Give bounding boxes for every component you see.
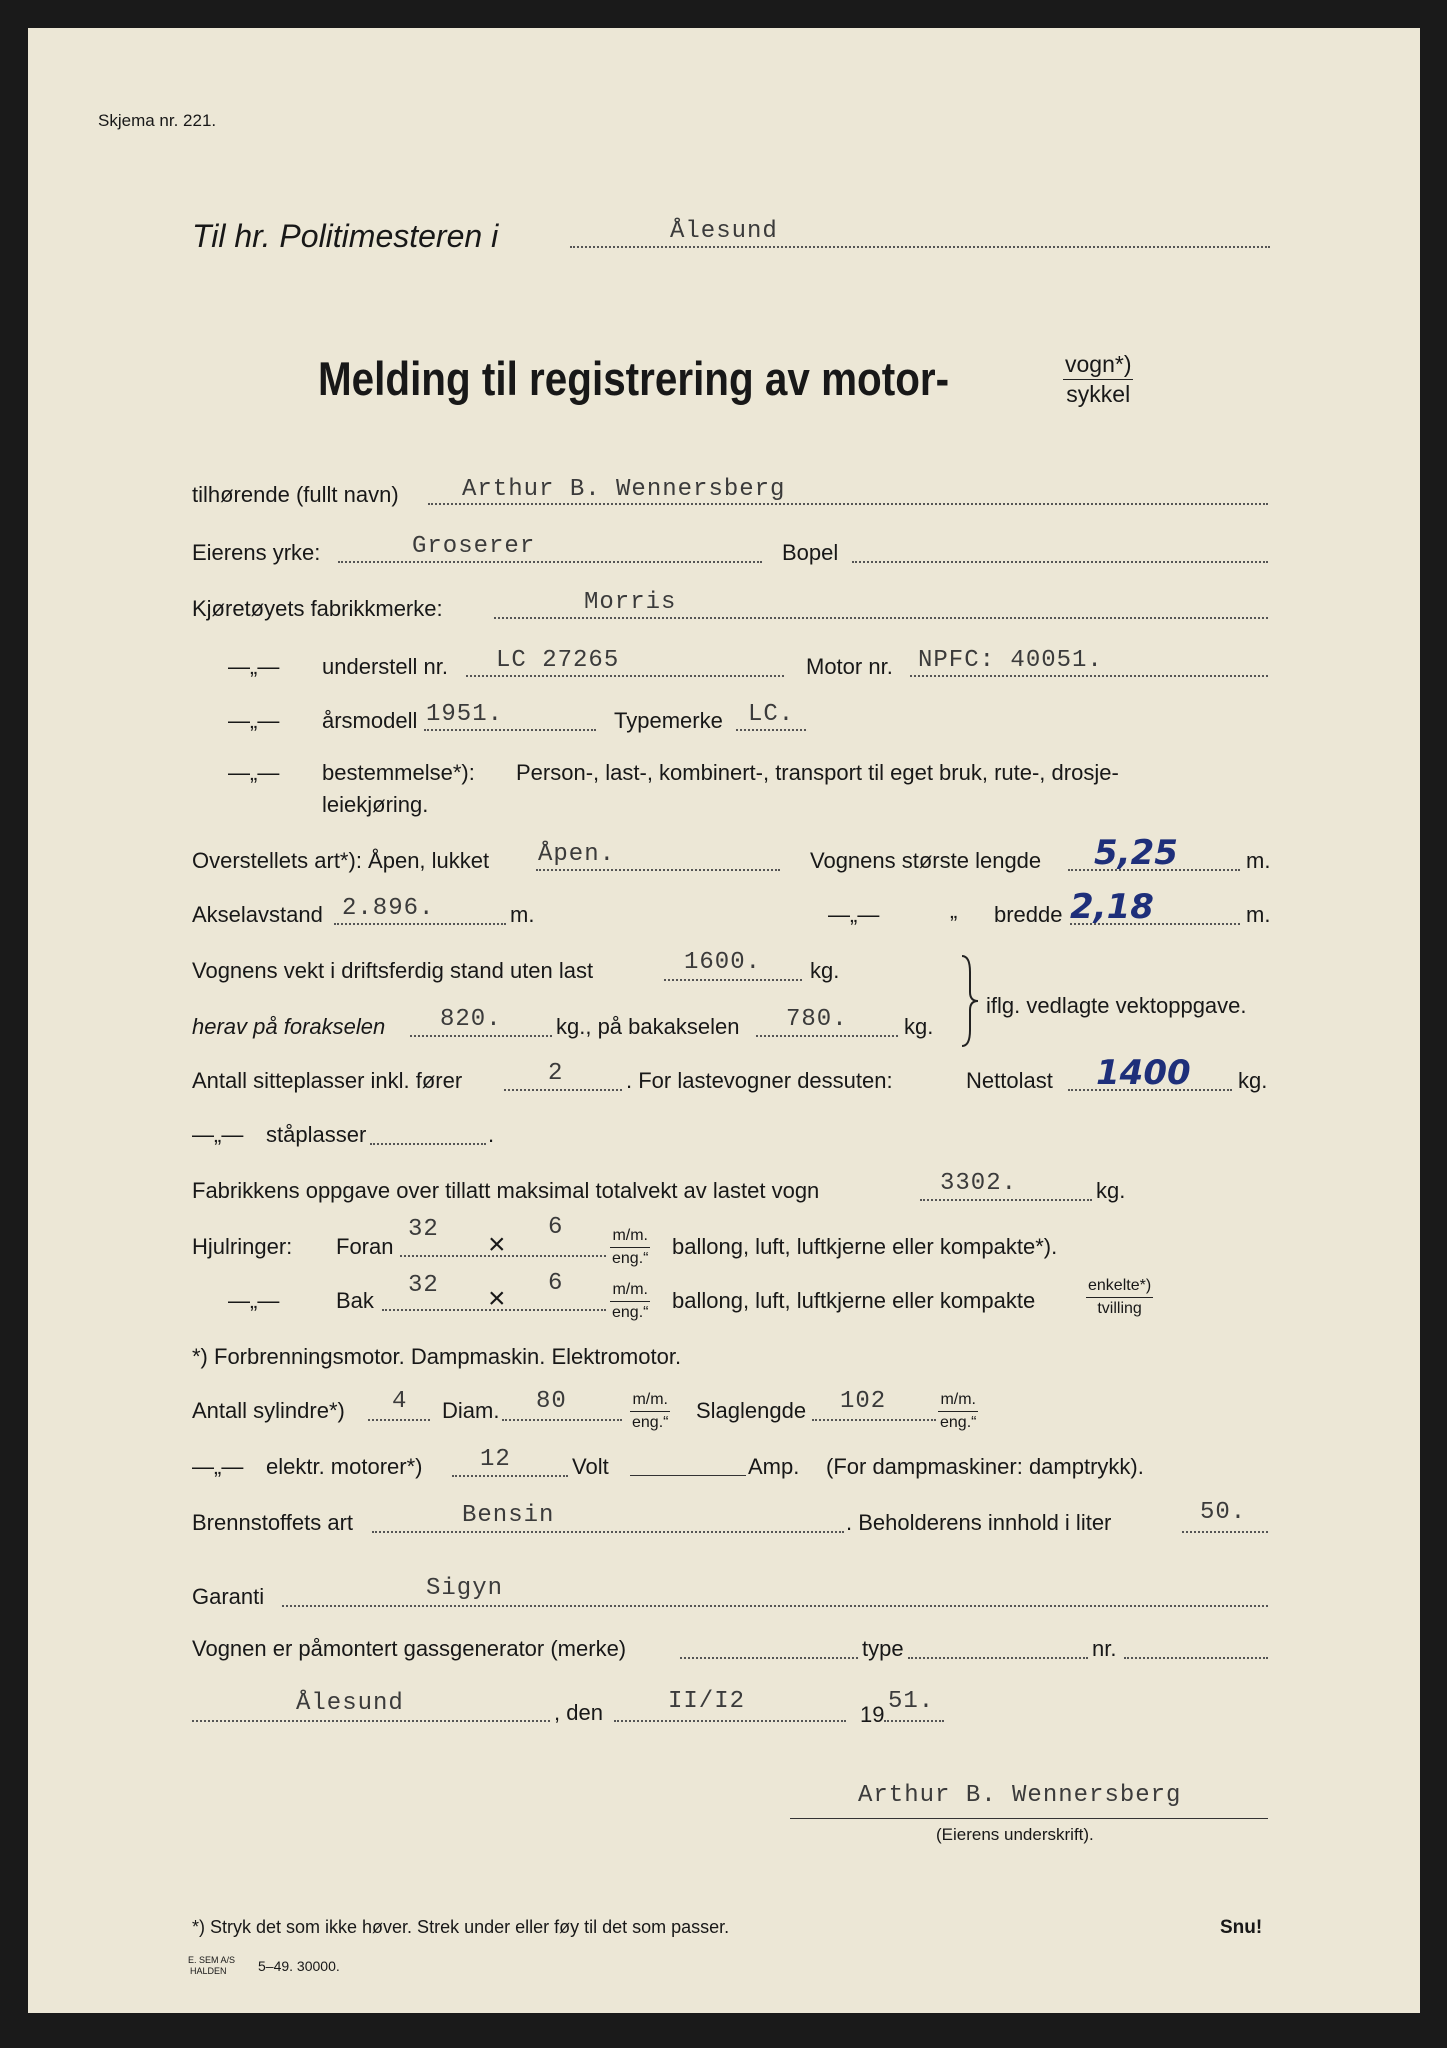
place-line — [192, 1720, 550, 1722]
year-label: årsmodell — [322, 708, 418, 733]
front-wheel-label: Foran — [336, 1234, 394, 1259]
type-line — [736, 729, 806, 731]
width-value: 2,18 — [1070, 887, 1154, 927]
stroke-value: 102 — [840, 1388, 887, 1415]
make-value: Morris — [584, 589, 677, 616]
ditto-mark: —„— — [192, 1454, 244, 1479]
unit-mm: m/m. — [938, 1392, 978, 1412]
year-line-bottom — [884, 1720, 944, 1722]
title-fraction — [1063, 353, 1133, 406]
standing-label: ståplasser — [266, 1122, 367, 1147]
motor-label: Motor nr. — [806, 654, 893, 679]
gas-generator-label: Vognen er påmontert gassgenerator (merke) — [192, 1636, 627, 1661]
type-value: LC. — [748, 701, 795, 728]
owner-signature: Arthur B. Wennersberg — [858, 1782, 1182, 1809]
engine-types: *) Forbrenningsmotor. Dampmaskin. Elektromotor. — [192, 1344, 682, 1369]
ditto-quote: „ — [950, 898, 958, 923]
place-value: Ålesund — [296, 1690, 404, 1717]
stroke-unit — [938, 1392, 978, 1431]
truck-label: . For lastevogner dessuten: — [626, 1068, 893, 1093]
rear-wheel-unit — [610, 1282, 650, 1321]
weight-label: Vognens vekt i driftsferdig stand uten last — [192, 958, 594, 983]
bracket-note: iflg. vedlagte vektoppgave. — [986, 993, 1247, 1018]
fuel-value: Bensin — [462, 1502, 555, 1529]
occupation-label: Eierens yrke: — [192, 540, 321, 565]
printer-city: HALDEN — [190, 1966, 227, 1976]
diam-label: Diam. — [442, 1398, 500, 1423]
gas-generator-line — [680, 1657, 858, 1659]
rear-times: × — [488, 1282, 506, 1315]
diam-line — [502, 1419, 622, 1421]
unit-mm: m/m. — [630, 1392, 670, 1412]
sign-year-value: 51. — [888, 1688, 935, 1715]
owner-name-line — [428, 503, 1268, 505]
steam-label: (For dampmaskiner: damptrykk). — [826, 1454, 1144, 1479]
diam-unit — [630, 1392, 670, 1431]
residence-line — [852, 561, 1268, 563]
cylinders-value: 4 — [392, 1388, 408, 1415]
tank-line — [1182, 1531, 1268, 1533]
length-unit: m. — [1246, 848, 1271, 873]
front-axle-label: herav på forakselen — [192, 1014, 386, 1039]
amp-label: Amp. — [748, 1454, 800, 1479]
max-weight-label: Fabrikkens oppgave over tillatt maksimal totalvekt av lastet vogn — [192, 1178, 820, 1203]
purpose-label: bestemmelse*): — [322, 760, 475, 785]
ditto-mark: —„— — [228, 708, 280, 733]
rear-wheel-a: 32 — [408, 1272, 439, 1299]
body-label: Overstellets art*): Åpen, lukket — [192, 848, 490, 873]
max-weight-line — [920, 1199, 1092, 1201]
unit-eng: eng.“ — [612, 1304, 649, 1321]
den-label: , den — [554, 1700, 603, 1725]
netto-value: 1400 — [1096, 1053, 1191, 1093]
date-value: II/I2 — [668, 1688, 746, 1715]
wheelbase-label: Akselavstand — [192, 902, 323, 927]
body-line — [536, 869, 780, 871]
front-wheel-a: 32 — [408, 1216, 439, 1243]
footnote: *) Stryk det som ikke høver. Strek under eller føy til det som passer. — [192, 1917, 730, 1937]
front-axle-value: 820. — [440, 1006, 502, 1033]
unit-eng: eng.“ — [632, 1414, 669, 1431]
front-times: × — [488, 1228, 506, 1261]
guarantee-value: Sigyn — [426, 1575, 504, 1602]
gas-type-label: type — [862, 1636, 904, 1661]
year-line — [424, 729, 596, 731]
ditto-mark: —„— — [192, 1122, 244, 1147]
title-sykkel: sykkel — [1066, 381, 1131, 407]
diam-value: 80 — [536, 1388, 567, 1415]
signature-line — [790, 1818, 1268, 1819]
standing-dot: . — [488, 1122, 495, 1147]
front-axle-line — [410, 1035, 552, 1037]
stroke-label: Slaglengde — [696, 1398, 807, 1423]
wheels-label: Hjulringer: — [192, 1234, 293, 1259]
motor-value: NPFC: 40051. — [918, 647, 1103, 674]
turn-over-note: Snu! — [1220, 1917, 1263, 1938]
print-run: 5–49. 30000. — [258, 1958, 340, 1974]
standing-line — [370, 1143, 486, 1145]
stroke-line — [812, 1419, 936, 1421]
ditto-mark: —„— — [228, 1288, 280, 1313]
make-label: Kjøretøyets fabrikkmerke: — [192, 596, 443, 621]
tank-label: . Beholderens innhold i liter — [846, 1510, 1112, 1535]
netto-unit: kg. — [1238, 1068, 1268, 1093]
length-label: Vognens største lengde — [810, 848, 1042, 873]
rear-axle-line — [756, 1035, 898, 1037]
rear-wheel-b: 6 — [548, 1270, 564, 1297]
weight-line — [664, 979, 802, 981]
seats-line — [504, 1089, 622, 1091]
owner-name-value: Arthur B. Wennersberg — [462, 476, 786, 503]
occupation-line — [338, 561, 762, 563]
year-value: 1951. — [426, 701, 504, 728]
ditto-mark: —„— — [828, 902, 880, 927]
purpose-options-cont: leiekjøring. — [322, 792, 429, 817]
wheelbase-unit: m. — [510, 902, 535, 927]
gas-nr-line — [1124, 1657, 1268, 1659]
front-wheel-b: 6 — [548, 1214, 564, 1241]
rear-axle-label: kg., på bakakselen — [556, 1014, 740, 1039]
form-title: Melding til registrering av motor- — [318, 352, 950, 405]
guarantee-label: Garanti — [192, 1584, 265, 1609]
to-police-value: Ålesund — [670, 218, 778, 245]
volt-value: 12 — [480, 1446, 511, 1473]
seats-value: 2 — [548, 1060, 564, 1087]
max-weight-unit: kg. — [1096, 1178, 1126, 1203]
rear-axle-value: 780. — [786, 1006, 848, 1033]
tank-value: 50. — [1200, 1499, 1247, 1526]
weight-bracket — [958, 954, 980, 1048]
unit-mm: m/m. — [610, 1228, 650, 1248]
volt-line — [452, 1475, 568, 1477]
volt-label: Volt — [572, 1454, 609, 1479]
unit-eng: eng.“ — [612, 1250, 649, 1267]
netto-label: Nettolast — [966, 1068, 1053, 1093]
length-value: 5,25 — [1094, 833, 1178, 873]
chassis-label: understell nr. — [322, 654, 448, 679]
make-line — [494, 617, 1268, 619]
date-line — [614, 1720, 846, 1722]
residence-label: Bopel — [782, 540, 839, 565]
max-weight-value: 3302. — [940, 1170, 1018, 1197]
gas-type-line — [908, 1657, 1088, 1659]
title-vogn: vogn*) — [1063, 353, 1133, 380]
enkelte: enkelte*) — [1086, 1278, 1153, 1298]
cylinders-line — [368, 1419, 430, 1421]
guarantee-line — [282, 1605, 1268, 1607]
to-police-line — [570, 246, 1270, 248]
fuel-label: Brennstoffets art — [192, 1510, 354, 1535]
purpose-options: Person-, last-, kombinert-, transport til eget bruk, rute-, drosje- — [516, 760, 1119, 785]
occupation-value: Groserer — [412, 533, 536, 560]
signature-caption: (Eierens underskrift). — [936, 1825, 1094, 1844]
rear-axle-unit: kg. — [904, 1014, 934, 1039]
tvilling: tvilling — [1097, 1300, 1142, 1317]
body-value: Åpen. — [538, 841, 616, 868]
wheelbase-value: 2.896. — [342, 895, 435, 922]
chassis-line — [466, 675, 784, 677]
schema-number: Skjema nr. 221. — [98, 111, 217, 130]
chassis-value: LC 27265 — [496, 647, 620, 674]
width-label: bredde — [994, 902, 1063, 927]
wheelbase-line — [334, 923, 506, 925]
fuel-line — [372, 1531, 844, 1533]
width-unit: m. — [1246, 902, 1271, 927]
elektr-label: elektr. motorer*) — [266, 1454, 423, 1479]
to-police-label: Til hr. Politimesteren i — [192, 218, 499, 254]
weight-unit: kg. — [810, 958, 840, 983]
front-wheel-types: ballong, luft, luftkjerne eller kompakte*). — [672, 1234, 1058, 1259]
front-wheel-unit — [610, 1228, 650, 1267]
unit-mm: m/m. — [610, 1282, 650, 1302]
century-label: 19 — [860, 1702, 885, 1727]
amp-line — [630, 1475, 746, 1476]
cylinders-label: Antall sylindre*) — [192, 1398, 345, 1423]
rear-wheel-label: Bak — [336, 1288, 374, 1313]
enkelte-tvilling — [1086, 1278, 1153, 1317]
ditto-mark: —„— — [228, 760, 280, 785]
unit-eng: eng.“ — [940, 1414, 977, 1431]
gas-nr-label: nr. — [1092, 1636, 1117, 1661]
type-label: Typemerke — [614, 708, 723, 733]
motor-line — [910, 675, 1268, 677]
ditto-mark: —„— — [228, 654, 280, 679]
seats-label: Antall sitteplasser inkl. fører — [192, 1068, 463, 1093]
printer-name: E. SEM A/S — [188, 1955, 236, 1965]
owner-name-label: tilhørende (fullt navn) — [192, 482, 399, 507]
rear-wheel-types: ballong, luft, luftkjerne eller kompakte — [672, 1288, 1036, 1313]
weight-value: 1600. — [684, 949, 762, 976]
